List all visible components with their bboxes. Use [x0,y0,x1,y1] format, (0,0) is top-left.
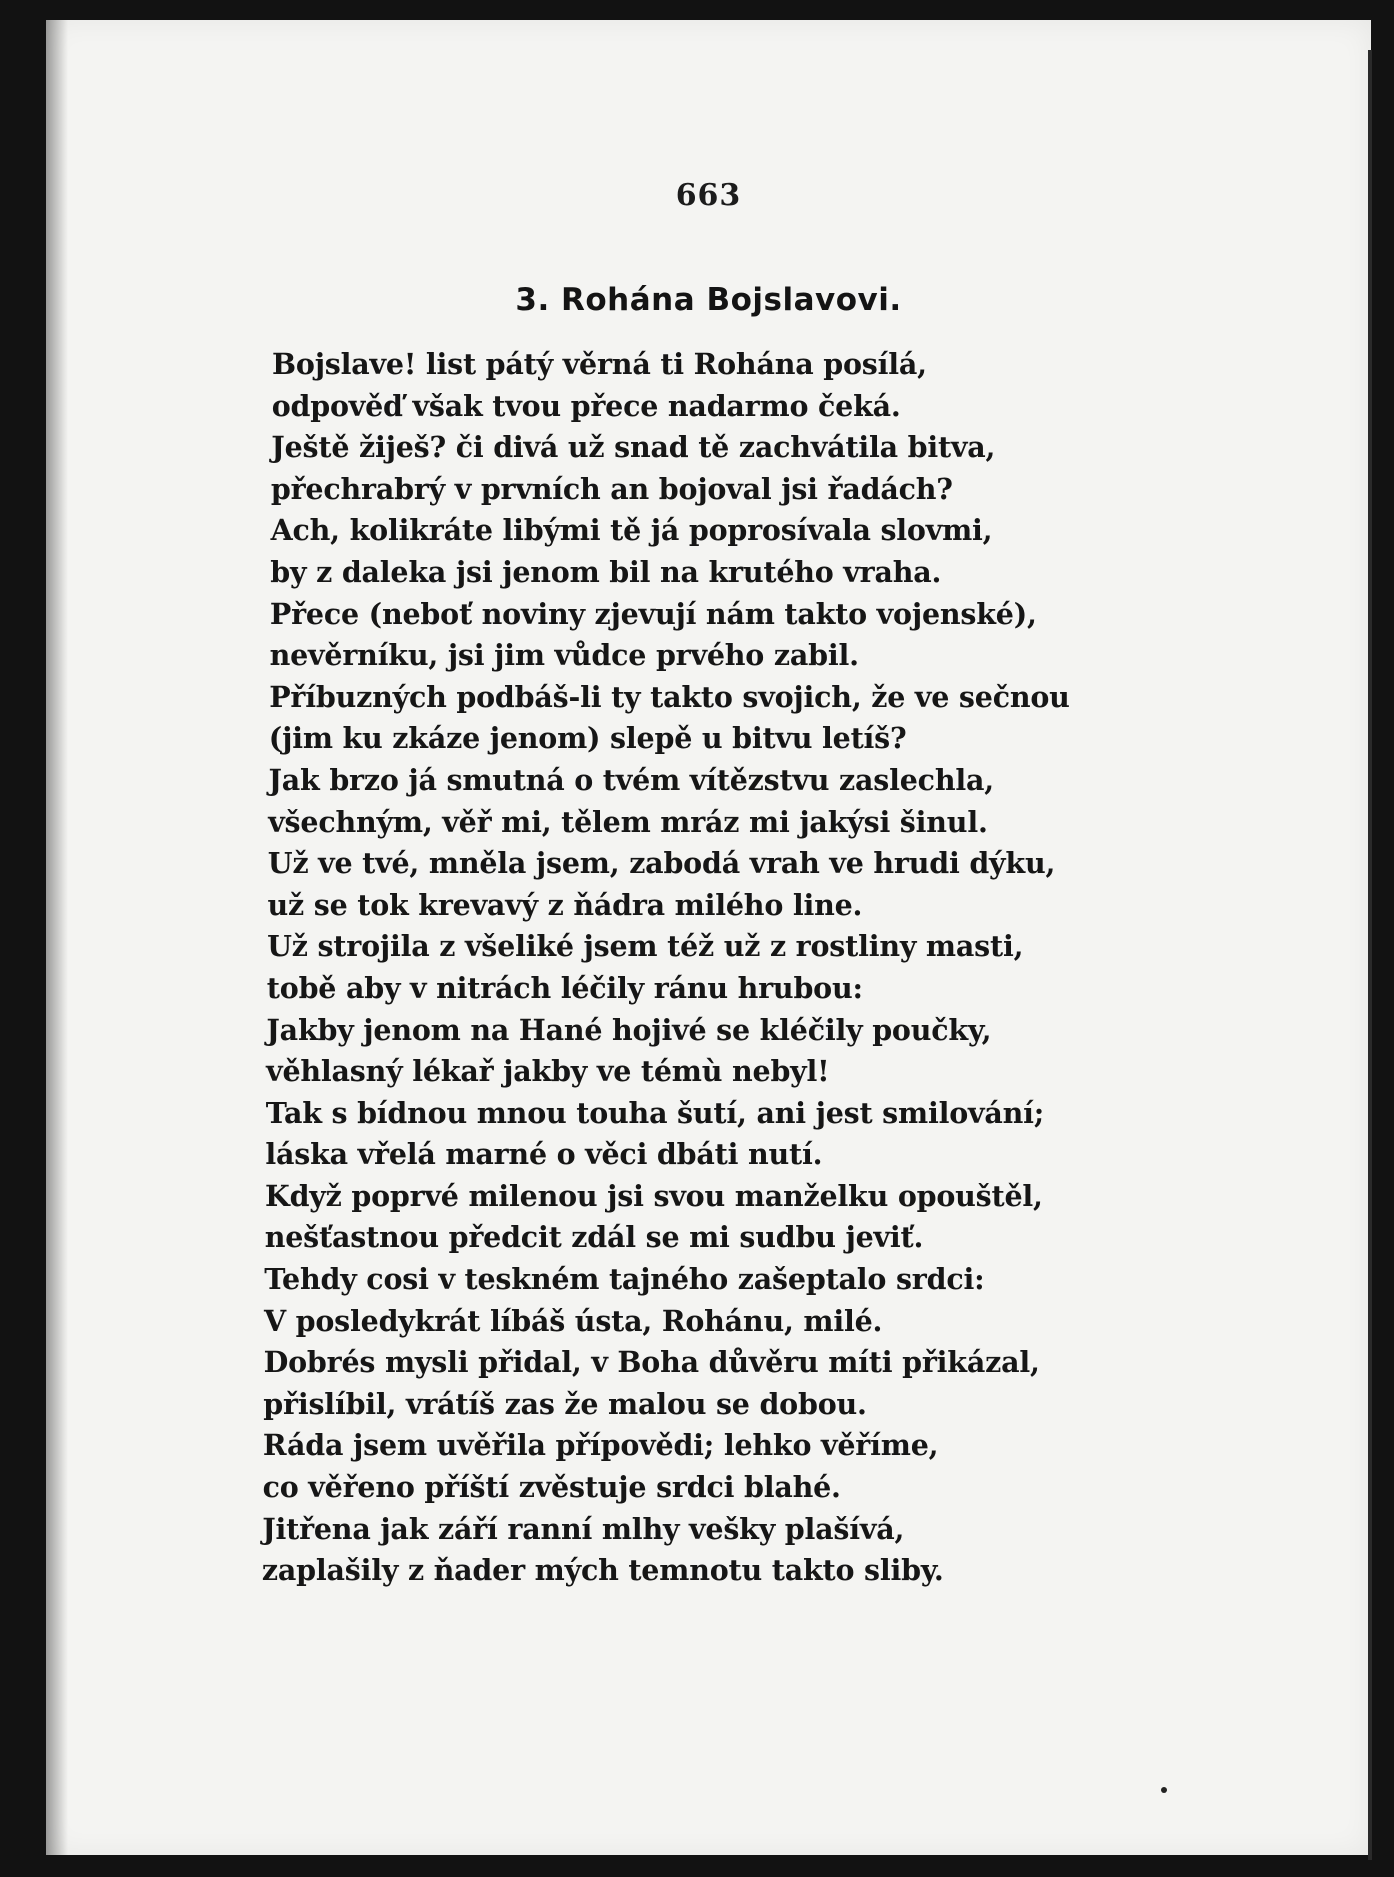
poem-line: Ještě žiješ? či divá už snad tě zachvátila bitva, [271,430,996,465]
book-page [46,20,1371,1855]
poem-line: věhlasný lékař jakby ve témù nebyl! [266,1054,830,1089]
poem-line: zaplašily z ňader mých temnotu takto sliby. [261,1553,944,1588]
poem-line: V posledykrát líbáš ústa, Rohánu, milé. [264,1303,883,1338]
poem-line: Tehdy cosi v teskném tajného zašeptalo srdci: [264,1262,985,1297]
poem-line: Už ve tvé, mněla jsem, zabodá vrah ve hrudi dýku, [267,846,1056,881]
poem-body [260,344,1120,1592]
page-edge [1368,50,1372,1860]
poem-line: už se tok krevavý z ňádra milého line. [267,887,863,922]
poem-line: Příbuzných podbáš-li ty takto svojich, že ve sečnou [269,679,1070,714]
poem-line: Bojslave! list pátý věrná ti Rohána posílá, [272,347,927,381]
poem-line: (jim ku zkáze jenom) slepě u bitvu letíš? [268,721,907,756]
poem-line: přislíbil, vrátíš zas že malou se dobou. [263,1386,867,1421]
poem-line: nevěrníku, jsi jim vůdce prvého zabil. [269,638,859,673]
poem-line: Jitřena jak září ranní mlhy vešky plašívá, [262,1511,905,1546]
poem-line: Dobrés mysli přidal, v Boha důvěru míti přikázal, [263,1345,1040,1380]
poem-title: 3. Rohána Bojslavovi. [515,282,902,318]
poem-line: láska vřelá marné o věci dbáti nutí. [265,1137,823,1172]
poem-line: odpověď však tvou přece nadarmo čeká. [271,388,901,423]
poem-line: Ach, kolikráte libými tě já poprosívala slovmi, [270,513,993,548]
poem-line: Jak brzo já smutná o tvém vítězstvu zaslechla, [268,762,994,797]
poem-line: Jakby jenom na Hané hojivé se kléčily poučky, [266,1012,992,1047]
poem-line: Tak s bídnou mnou touha šutí, ani jest smilování; [265,1095,1045,1130]
poem-line: Už strojila z všeliké jsem též už z rostliny masti, [267,929,1024,964]
poem-line: Ráda jsem uvěřila přípovědi; lehko věříme, [262,1428,939,1463]
poem-line: tobě aby v nitrách léčily ránu hrubou: [266,970,863,1005]
poem-line: Přece (neboť noviny zjevují nám takto vojenské), [269,596,1037,631]
poem-line: všechným, věř mi, tělem mráz mi jakýsi šinul. [268,804,988,839]
scan-speck [1161,1787,1167,1793]
page-number: 663 [675,178,742,213]
poem-line: přechrabrý v prvních an bojoval jsi řadách? [270,471,953,506]
poem-line: Když poprvé milenou jsi svou manželku opouštěl, [265,1178,1043,1213]
poem-line: co věřeno příští zvěstuje srdci blahé. [262,1470,841,1505]
poem-line: by z daleka jsi jenom bil na krutého vraha. [270,554,942,589]
poem-line: nešťastnou předcit zdál se mi sudbu jeviť. [264,1220,924,1255]
